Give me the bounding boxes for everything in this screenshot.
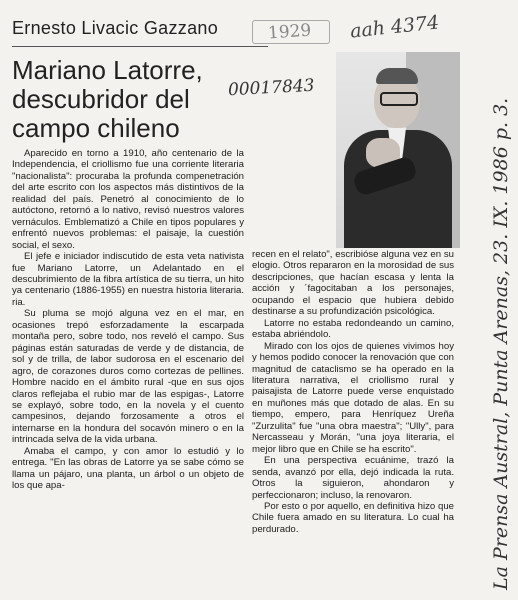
- author-portrait-photo: [336, 52, 460, 248]
- author-divider: [12, 46, 268, 47]
- paragraph: El jefe e iniciador indiscutido de esta veta nativista fue Mariano Latorre, un Adelantado en el descubrimiento de la fibra artística de su tierra, un hito ya centenario (1886-1955) en nuestra historia literaria. ria.: [12, 251, 244, 308]
- article-column-left: [12, 148, 244, 492]
- handwritten-catalog-number: 00017843: [227, 75, 315, 101]
- handwritten-archive-code: aah 4374: [349, 11, 441, 43]
- paragraph: recen en el relato", escribióse alguna vez en su elogio. Otros repararon en la morosidad de sus descripciones, que hacían escasa y lenta la acción y ´fagocitaban a los personajes, ocupando el espacio que hubiera debido destinarse a su profundización psicológica.: [252, 249, 454, 318]
- handwritten-source-note: La Prensa Austral, Punta Arenas, 23. IX. 1986 p. 3.: [490, 97, 512, 590]
- handwritten-year: 1929: [267, 20, 312, 44]
- paragraph: Latorre no estaba redondeando un camino, estaba abriéndolo.: [252, 317, 454, 341]
- article-author: Ernesto Livacic Gazzano: [12, 18, 218, 38]
- paragraph: Mirado con los ojos de quienes vivimos hoy y hemos podido conocer la renovación que con magnitud de cataclismo se ha operado en la literatura narrativa, el criollismo rural y paisajista de Latorre puede verse enquistado en muñones más que dotado de alas. En su tiempo, empero, para Henríquez Ureña "Zurzulita" fue "una obra maestra"; "Ully", para Nercasseau y Morán, "una joya literaria, el mejor libro que en Chile se ha escrito".: [252, 340, 454, 455]
- article-column-right: [252, 249, 454, 535]
- article-title: Mariano Latorre, descubridor del campo chileno: [12, 55, 203, 143]
- paragraph: Aparecido en torno a 1910, año centenario de la Independencia, el criollismo fue una corriente literaria "nacionalista": procuraba la profunda compenetración del arte escrito con los aspectos más distintivos de la realidad del país. Penetró al conocimiento de lo autóctono, retornó a lo nativo, revisó nuestros valores vernáculos. Emblematizó a Chile en tipos populares y enfrentó nuevos problemas: el paisaje, la cuestión social, el sexo.: [12, 148, 244, 251]
- paragraph: Amaba el campo, y con amor lo estudió y lo entrega. "En las obras de Latorre ya se sabe cómo se llama un pájaro, una planta, un árbol o un objeto de los que apa-: [12, 445, 244, 492]
- paragraph: Por esto o por aquello, en definitiva hizo que Chile fuera amado en su literatura. Lo cual ha perdurado.: [252, 500, 454, 535]
- paragraph: Su pluma se mojó alguna vez en el mar, en ocasiones trepó esforzadamente la escarpada montaña pero, sobre todo, nos reveló el campo. Sus páginas están saturadas de verde y de distancia, de sol y de trilla, de labor sudorosa en el escenario del agro, de corazones duros como cortezas de pellines. Hombre nacido en el ámbito rural -que en sus ojos claros reflejaba el rubio mar de las espigas-, Latorre se explayó, sobre todo, en la novela y el cuento campesinos, dejando forzosamente a otros el internarse en la hondura del socavón minero o en la intrincada selva de la vida urbana.: [12, 308, 244, 446]
- paragraph: En una perspectiva ecuánime, trazó la senda, avanzó por ella, dejó indicada la ruta. Otros la siguieron, ahondaron y perfeccionaron; incluso, la renovaron.: [252, 455, 454, 501]
